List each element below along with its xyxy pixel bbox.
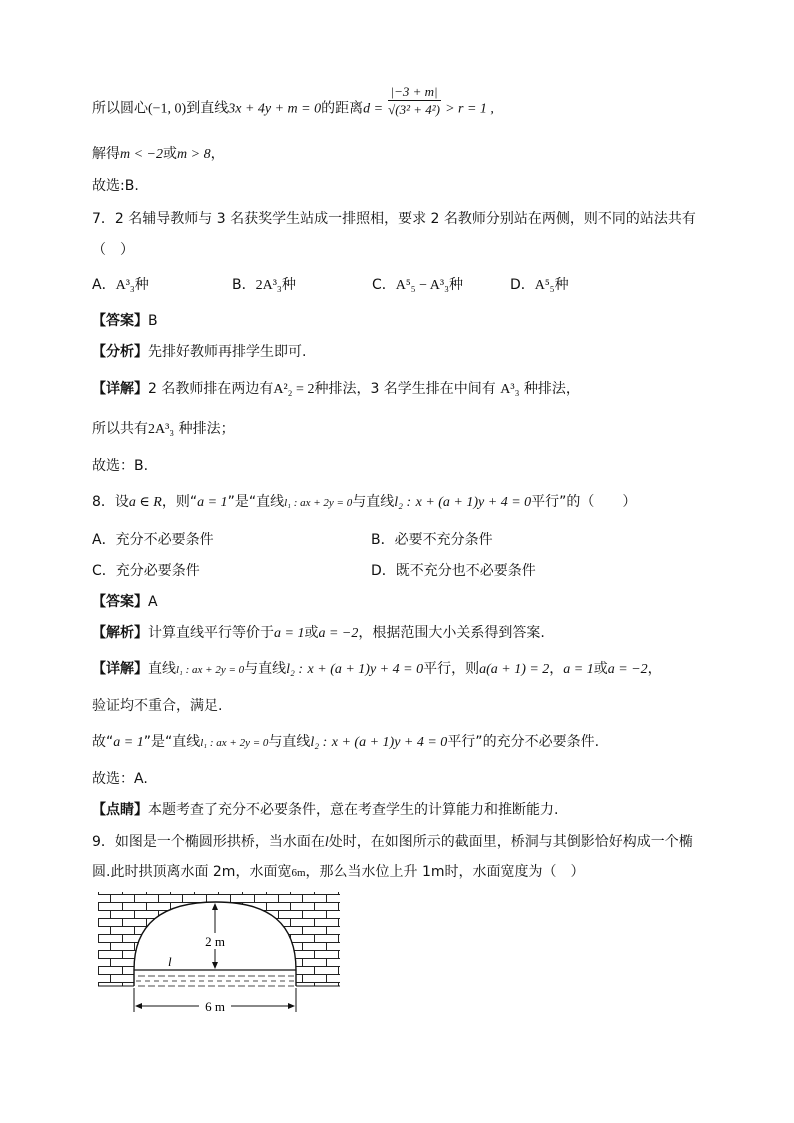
distance-fraction: $\frac{|-3 + m|}{\text{√(3² + 4²)}}$: [388, 84, 441, 117]
q7-detail-1: 【详解】2 名教师排在两边有A²₂ = 2种排法，3 名学生排在中间有 A³₃ 种排法，: [92, 381, 580, 397]
q8-analysis: 【解析】计算直线平行等价于a = 1或a = −2，根据范围大小关系得到答案.: [92, 625, 545, 641]
q9-stem-2: 圆.此时拱顶离水面 2m，水面宽6m，那么当水位上升 1m时，水面宽度为（ ）: [92, 864, 585, 880]
q8-option-c: C．充分必要条件: [92, 563, 200, 579]
solution-result-line: 解得m < −2或m > 8，: [92, 146, 225, 162]
q7-option-d: D．A⁵₅种: [510, 277, 569, 293]
q8-conclusion: 故“a = 1”是“直线l₁ : ax + 2y = 0与直线l₂ : x + (a + 1)y + 4 = 0平行”的充分不必要条件.: [92, 734, 600, 750]
q9-stem-1: 9．如图是一个椭圆形拱桥，当水面在l处时，在如图所示的截面里，桥洞与其倒影恰好构成一个椭: [92, 834, 693, 850]
q7-detail-2: 所以共有2A³₃ 种排法；: [92, 421, 235, 437]
previous-choice: 故选:B.: [92, 178, 139, 194]
q7-analysis: 【分析】先排好教师再排学生即可.: [92, 344, 307, 360]
q8-comment: 【点睛】本题考查了充分不必要条件，意在考查学生的计算能力和推断能力.: [92, 802, 559, 818]
q8-option-b: B．必要不充分条件: [371, 532, 493, 548]
height-label: 2 m: [205, 934, 225, 949]
q8-option-d: D．既不充分也不必要条件: [371, 563, 536, 579]
q8-answer: 【答案】A: [92, 594, 158, 610]
q8-detail: 【详解】直线l₁ : ax + 2y = 0与直线l₂ : x + (a + 1)y + 4 = 0平行，则a(a + 1) = 2，a = 1或a = −2，: [92, 661, 662, 677]
q7-option-c: C．A⁵₅ − A³₃种: [372, 277, 463, 293]
q8-verify: 验证均不重合，满足.: [92, 698, 223, 714]
q7-paren: （ ）: [92, 242, 134, 258]
q7-option-b: B．2A³₃种: [232, 277, 296, 293]
arch-bridge-svg: [98, 886, 342, 1016]
width-label: 6 m: [205, 999, 225, 1014]
solution-distance-line: 所以圆心(−1, 0)到直线3x + 4y + m = 0的距离d = $\frac{|-3 + m|}{\text{√(3² + 4²)}}$ > r = 1 ,: [92, 84, 494, 117]
q7-answer: 【答案】B: [92, 313, 158, 329]
q7-choose: 故选：B.: [92, 458, 149, 474]
q8-stem: 8．设a ∈ R，则“a = 1”是“直线l₁ : ax + 2y = 0与直线l₂ : x + (a + 1)y + 4 = 0平行”的（ ）: [92, 494, 637, 510]
arch-bridge-figure: [98, 886, 342, 1016]
water-line-label: l: [168, 954, 172, 969]
q7-option-a: A．A³₃种: [92, 277, 149, 293]
q7-stem: 7．2 名辅导教师与 3 名获奖学生站成一排照相，要求 2 名教师分别站在两侧，则不同的站法共有: [92, 211, 696, 227]
q8-option-a: A．充分不必要条件: [92, 532, 214, 548]
water-surface: [134, 970, 296, 986]
q8-choose: 故选：A.: [92, 771, 148, 787]
